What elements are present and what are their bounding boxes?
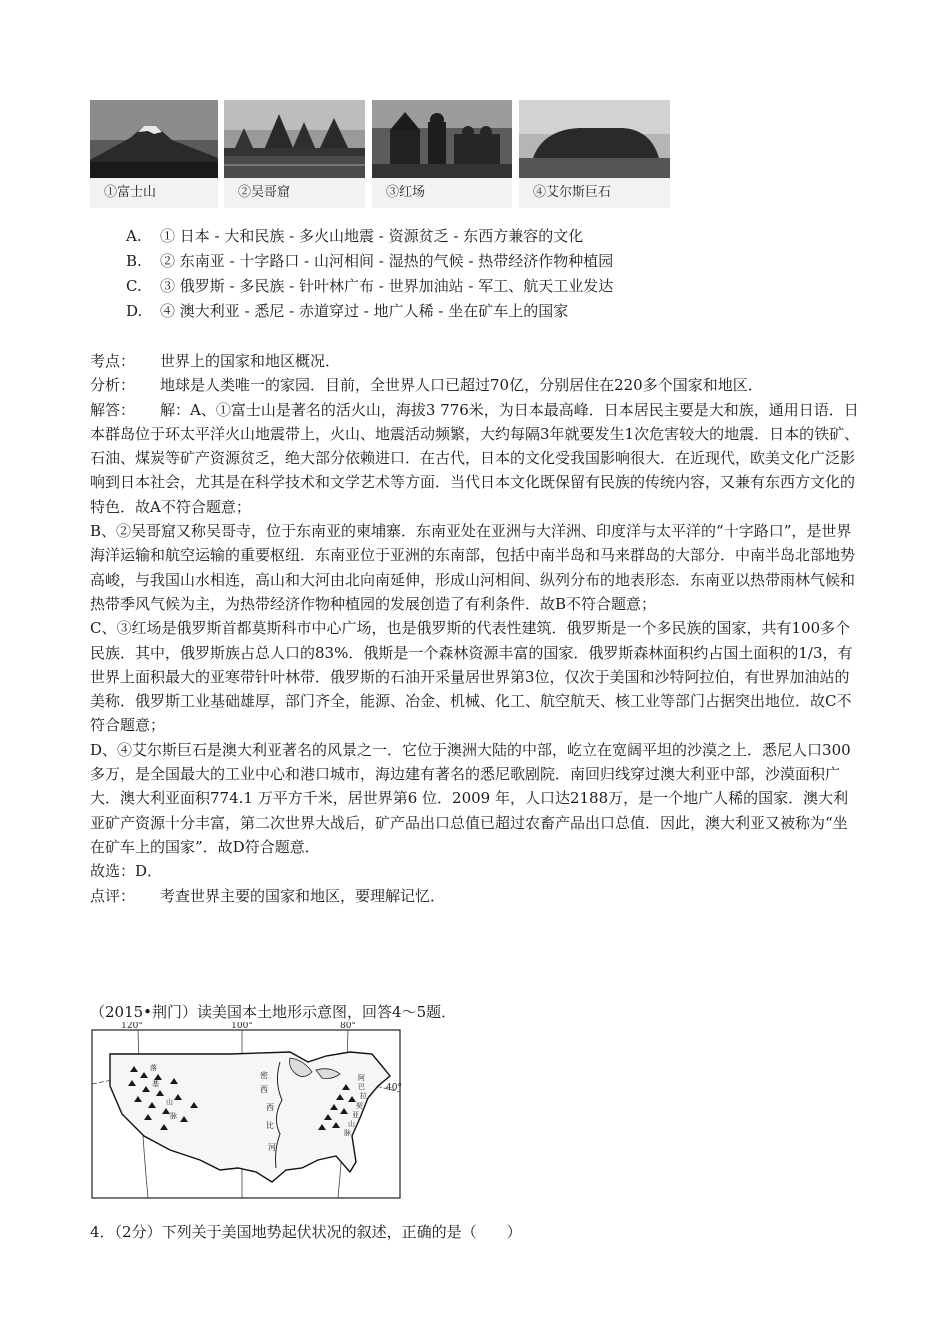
svg-text:河: 河 <box>268 1143 276 1152</box>
dianping-label: 点评： <box>90 886 136 905</box>
svg-text:亚: 亚 <box>352 1111 359 1119</box>
svg-text:密: 密 <box>260 1071 268 1080</box>
option-b <box>126 251 613 271</box>
option-text: ④ 澳大利亚 - 悉尼 - 赤道穿过 - 地广人稀 - 坐在矿车上的国家 <box>160 302 569 320</box>
jieda-d-text: D、④艾尔斯巨石是澳大利亚著名的风景之一．它位于澳洲大陆的中部，屹立在宽阔平坦的沙漠之上．悉尼人口300多万，是全国最大的工业中心和港口城市，海边建有著名的悉尼歌剧院．南回归线穿过澳大利亚中部，沙漠面积广大．澳大利亚面积774.1 万平方千米，居世界第6 位．2009 年，人口达2188万，是一个地广人稀的国家．澳大利亚矿产资源十分丰富，第二次世界大战后，矿产品出口总值已超过农畜产品出口总值．因此，澳大利亚又被称为“坐在矿车上的国家”．故D符合题意． <box>90 740 851 856</box>
kaodian-label: 考点： <box>90 352 136 370</box>
map-question-intro: （2015•荆门）读美国本土地形示意图，回答4～5题． <box>90 1003 457 1021</box>
question-4: 4．（2分）下列关于美国地势起伏状况的叙述，正确的是（ ） <box>90 1223 522 1241</box>
svg-text:山: 山 <box>348 1120 355 1128</box>
rock-photo-icon <box>519 100 670 178</box>
svg-text:西: 西 <box>260 1085 268 1094</box>
option-text: ② 东南亚 - 十字路口 - 山河相间 - 湿热的气候 - 热带经济作物种植园 <box>160 252 614 270</box>
svg-text:巴: 巴 <box>358 1083 365 1091</box>
option-letter: B. <box>126 252 142 270</box>
fenxi-label: 分析： <box>90 376 136 395</box>
jieda-label: 解答： <box>90 400 136 419</box>
svg-text:西: 西 <box>266 1103 274 1112</box>
svg-text:落: 落 <box>150 1064 157 1072</box>
temple-photo-icon <box>224 100 365 178</box>
option-letter: D. <box>126 302 143 320</box>
photo-caption: ④艾尔斯巨石 <box>519 178 670 208</box>
dianping-text: 考查世界主要的国家和地区，要理解记忆． <box>160 886 446 905</box>
photo-uluru <box>519 100 670 208</box>
jieda-a-text: 解：A、①富士山是著名的活火山，海拔3 776米，为日本最高峰．日本居民主要是大和族，通用日语．日本群岛位于环太平洋火山地震带上，火山、地震活动频繁，大约每隔3年就要发生1次危害较大的地震．日本的铁矿、石油、煤炭等矿产资源贫乏，绝大部分依赖进口．在古代，日本的文化受我国影响很大．在近现代，欧美文化广泛影响到日本社会，尤其是在科学技术和文学艺术等方面．当代日本文化既保留有民族的传统内容，又兼有东西方文化的特色．故A不符合题意； <box>90 400 860 516</box>
option-text: ① 日本 - 大和民族 - 多火山地震 - 资源贫乏 - 东西方兼容的文化 <box>160 227 584 245</box>
photo-fuji <box>90 100 218 208</box>
option-text: ③ 俄罗斯 - 多民族 - 针叶林广布 - 世界加油站 - 军工、航天工业发达 <box>160 277 614 295</box>
photo-caption: ①富士山 <box>90 178 218 208</box>
photo-red-square <box>372 100 512 208</box>
svg-text:比: 比 <box>266 1121 274 1130</box>
photo-angkor <box>224 100 365 208</box>
kaodian-text: 世界上的国家和地区概况． <box>160 352 341 370</box>
svg-text:契: 契 <box>356 1102 363 1110</box>
usa-terrain-map <box>90 1022 402 1200</box>
red-square-photo-icon <box>372 100 512 178</box>
svg-text:拉: 拉 <box>360 1092 367 1100</box>
option-a <box>126 226 583 246</box>
mountain-photo-icon <box>90 100 218 178</box>
lat-label: 40° <box>386 1083 402 1093</box>
photo-strip <box>90 100 670 208</box>
svg-text:脉: 脉 <box>170 1112 177 1120</box>
photo-caption: ③红场 <box>372 178 512 208</box>
lon-label: 120° <box>121 1022 143 1031</box>
answer-line: 故选：D． <box>90 862 163 881</box>
option-letter: A. <box>126 227 142 245</box>
svg-text:脉: 脉 <box>344 1129 351 1137</box>
svg-text:阿: 阿 <box>358 1074 365 1082</box>
option-c <box>126 276 613 296</box>
photo-caption: ②吴哥窟 <box>224 178 365 208</box>
svg-text:山: 山 <box>166 1098 173 1106</box>
fenxi-text: 地球是人类唯一的家园．目前，全世界人口已超过70亿，分别居住在220多个国家和地区． <box>160 376 763 395</box>
dianping-line <box>90 884 860 908</box>
analysis-section <box>90 349 860 908</box>
option-letter: C. <box>126 277 142 295</box>
fenxi-line <box>90 373 860 397</box>
jieda-b-text: B、②吴哥窟又称吴哥寺，位于东南亚的柬埔寨．东南亚处在亚洲与大洋洲、印度洋与太平洋的“十字路口”，是世界海洋运输和航空运输的重要枢纽．东南亚位于亚洲的东南部，包括中南半岛和马来群岛的大部分．中南半岛北部地势高峻，与我国山水相连，高山和大河由北向南延伸，形成山河相间、纵列分布的地表形态．东南亚以热带雨林气候和热带季风气候为主，为热带经济作物种植园的发展创造了有利条件．故B不符合题意； <box>90 522 856 613</box>
svg-text:基: 基 <box>152 1080 159 1088</box>
kaodian-line <box>90 349 860 373</box>
option-d <box>126 301 568 321</box>
jieda-c-text: C、③红场是俄罗斯首都莫斯科市中心广场，也是俄罗斯的代表性建筑．俄罗斯是一个多民族的国家，共有100多个民族．其中，俄罗斯族占总人口的83%．俄斯是一个森林资源丰富的国家．俄罗斯森林面积约占国土面积的1/3，有世界上面积最大的亚寒带针叶林带．俄罗斯的石油开采量居世界第3位，仅次于美国和沙特阿拉伯，有世界加油站的美称．俄罗斯工业基础雄厚，部门齐全，能源、冶金、机械、化工、航空航天、核工业等部门占据突出地位．故C不符合题意； <box>90 619 853 735</box>
jieda-line <box>90 398 860 519</box>
lon-label: 100° <box>231 1022 253 1031</box>
lon-label: 80° <box>340 1022 356 1031</box>
